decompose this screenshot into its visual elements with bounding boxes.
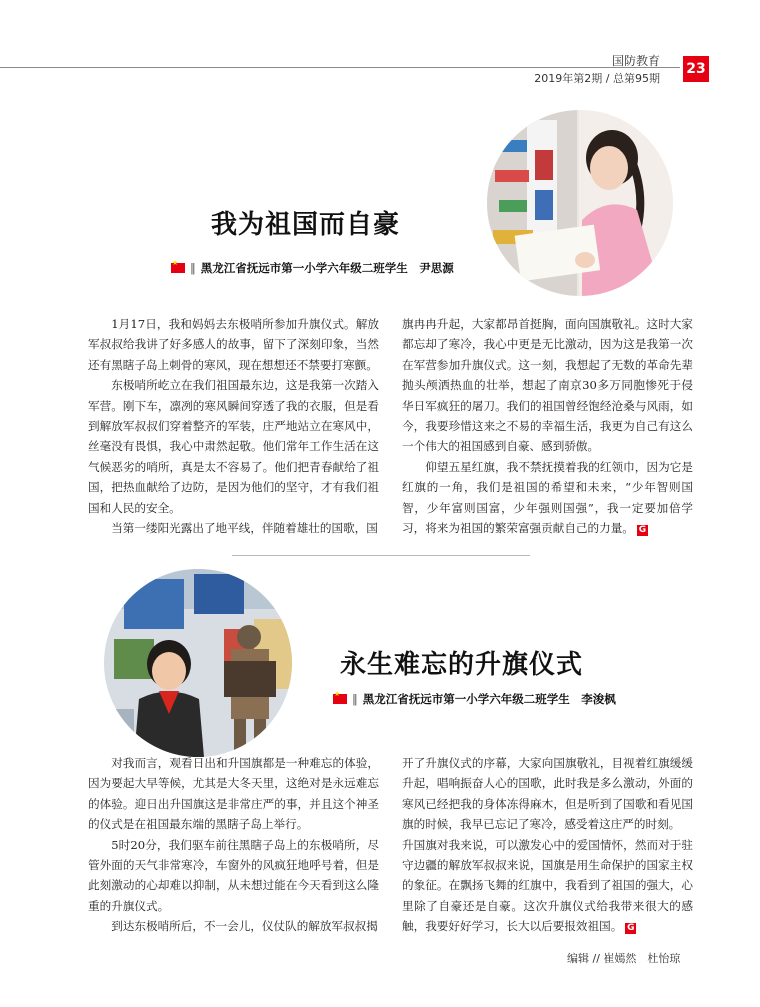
- article1-paragraph: 1月17日，我和妈妈去东极哨所参加升旗仪式。解放军叔叔给我讲了好多感人的故事，留下了深刻印象，当然还有黑瞎子岛上刺骨的寒风，现在想想还不禁要打寒颤。: [88, 317, 379, 372]
- byline-separator: ‖: [352, 692, 358, 706]
- end-mark-icon: G: [627, 923, 635, 934]
- china-flag-icon: [333, 694, 347, 704]
- article1-title: 我为祖国而自豪: [211, 210, 401, 240]
- article2-byline: [333, 691, 616, 707]
- page-number: 23: [683, 56, 709, 82]
- byline-separator: ‖: [190, 261, 196, 275]
- article2-author: 黑龙江省抚远市第一小学六年级二班学生 李浚枫: [362, 692, 616, 706]
- article2-title: 永生难忘的升旗仪式: [340, 650, 584, 680]
- article2-paragraph-text: 升国旗对我来说，可以激发心中的爱国情怀，然而对于驻守边疆的解放军叔叔来说，国旗是用生命保护的国家主权的象征。在飘扬飞舞的红旗中，我看到了祖国的强大，心里除了自豪还是自豪。这次升旗仪式给我带来很大的感触，我要好好学习，长大以后要报效祖国。: [402, 837, 693, 934]
- editor-credit: 编辑 // 崔嫣然 杜怡琼: [567, 952, 681, 965]
- article2-photo: [104, 569, 292, 757]
- article1-right-column: [402, 314, 693, 538]
- article2-paragraph: 5时20分，我们驱车前往黑瞎子岛上的东极哨所，尽管外面的天气非常寒冷，车窗外的风疯狂地呼号着，但是此刻激动的心却难以抑制，从未想过能在今天看到这么隆重的升旗仪式。: [88, 837, 379, 913]
- header-rule: [0, 67, 680, 68]
- article-divider: [232, 555, 530, 556]
- article2-paragraph: 开了升旗仪式的序幕，大家向国旗敬礼，目视着红旗缓缓升起，唱响振奋人心的国歌，此时我是多么激动，外面的寒风已经把我的身体冻得麻木，但是听到了国歌和看见国旗的时候，我早已忘记了寒冷，感受着这庄严的时刻。: [402, 756, 693, 832]
- article1-byline: [171, 260, 454, 276]
- article1-paragraph: 当第一缕阳光露出了地平线，伴随着雄壮的国歌，国: [111, 521, 378, 536]
- girl-reading-image: [487, 110, 673, 296]
- article1-paragraph: 旗冉冉升起，大家都昂首挺胸，面向国旗敬礼。这时大家都忘却了寒冷，我心中更是无比激动，因为这是我第一次在军营参加升旗仪式。这一刻，我想起了无数的革命先辈抛头颅洒热血的壮举，想起了南京30多万同胞惨死于侵华日军疯狂的屠刀。我们的祖国曾经饱经沧桑与风雨，如今，我要珍惜这来之不易的幸福生活，我更为自己有这么一个伟大的祖国感到自豪、感到骄傲。: [402, 317, 693, 454]
- end-mark-icon: G: [638, 525, 647, 536]
- article1-left-column: [88, 314, 379, 538]
- issue-info: 2019年第2期 / 总第95期: [534, 72, 660, 85]
- article1-paragraph-text: 仰望五星红旗，我不禁抚摸着我的红领巾，因为它是红旗的一角，我们是祖国的希望和未来，“少年智则国智，少年富则国富，少年强则国强”，我一定要加倍学习，将来为祖国的繁荣富强贡献自己的力量。: [402, 459, 693, 536]
- china-flag-icon: [171, 263, 185, 273]
- boy-statue-image: [104, 569, 292, 757]
- article2-paragraph: [402, 835, 693, 937]
- article1-photo: [487, 110, 673, 296]
- article2-paragraph: 到达东极哨所后，不一会儿，仪仗队的解放军叔叔揭: [111, 919, 378, 934]
- article2-right-column: [402, 753, 693, 937]
- article1-paragraph: [402, 457, 693, 539]
- article2-left-column: [88, 753, 379, 937]
- article2-paragraph: 对我而言，观看日出和升国旗都是一种难忘的体验，因为要起大早等候，尤其是大冬天里，这绝对是永远难忘的体验。迎日出升国旗这是非常庄严的事，并且这个神圣的仪式是在祖国最东端的黑瞎子岛上举行。: [88, 756, 379, 832]
- magazine-name: 国防教育: [611, 54, 660, 68]
- article1-paragraph: 东极哨所屹立在我们祖国最东边，这是我第一次踏入军营。刚下车，凛冽的寒风瞬间穿透了我的衣服，但是看到解放军叔叔们穿着整齐的军装，庄严地站立在寒风中，丝毫没有畏惧，我心中肃然起敬。他们常年工作生活在这气候恶劣的哨所，真是太不容易了。他们把青春献给了祖国，把热血献给了边防，是因为他们的坚守，才有我们祖国和人民的安全。: [88, 378, 379, 515]
- article1-author: 黑龙江省抚远市第一小学六年级二班学生 尹思源: [200, 261, 454, 275]
